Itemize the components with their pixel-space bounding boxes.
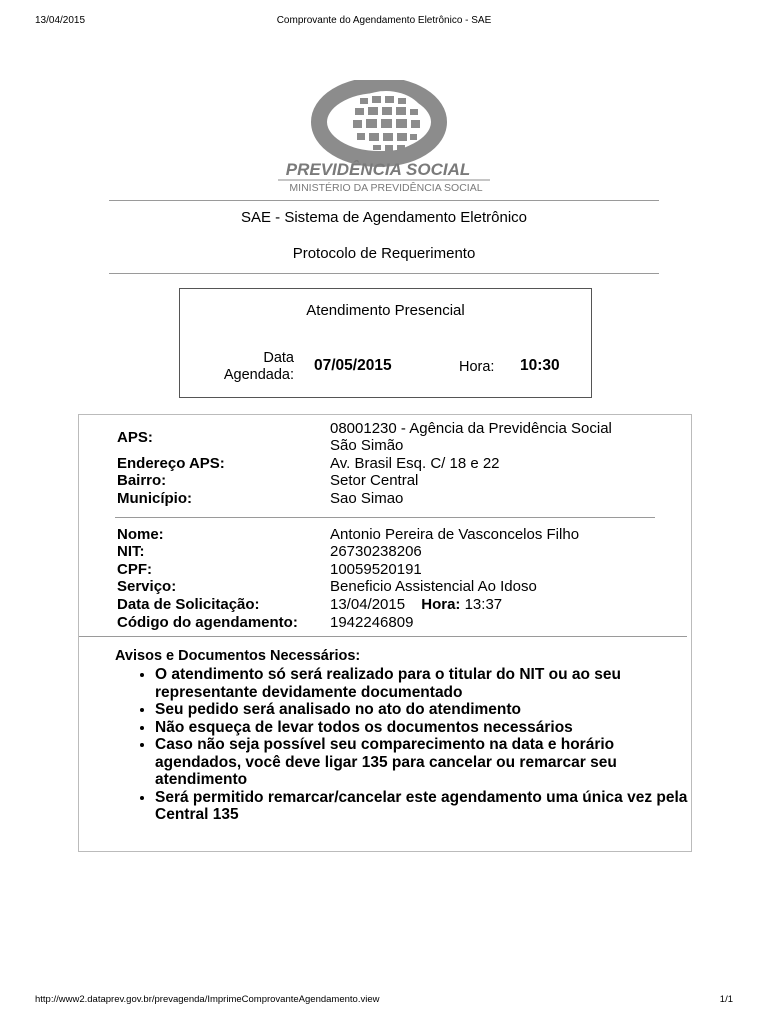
print-url[interactable]: http://www2.dataprev.gov.br/prevagenda/ImprimeComprovanteAgendamento.view xyxy=(35,994,380,1005)
cpf-value: 10059520191 xyxy=(330,561,422,578)
aps-value-line1: 08001230 - Agência da Previdência Social xyxy=(330,420,612,437)
codigo-label: Código do agendamento: xyxy=(117,614,298,631)
time-label: Hora: xyxy=(459,359,495,375)
servico-value: Beneficio Assistencial Ao Idoso xyxy=(330,578,537,595)
aps-value-line2: São Simão xyxy=(330,437,404,454)
section-divider xyxy=(79,636,687,637)
notice-item: • Seu pedido será analisado no ato do atendimento xyxy=(155,701,695,719)
logo-subtitle: MINISTÉRIO DA PREVIDÊNCIA SOCIAL xyxy=(289,182,483,194)
nome-value: Antonio Pereira de Vasconcelos Filho xyxy=(330,526,580,543)
nit-value: 26730238206 xyxy=(330,543,422,560)
request-time-label: Hora: xyxy=(421,596,461,613)
divider xyxy=(109,273,659,274)
notice-item: • O atendimento só será realizado para o titular do NIT ou ao seu representante devidamente documentado xyxy=(155,666,695,701)
details-box xyxy=(78,414,692,852)
notice-item: • Caso não seja possível seu comparecimento na data e horário agendados, você deve ligar 135 para cancelar ou remarcar seu atendimento xyxy=(155,736,695,789)
previdencia-social-logo xyxy=(262,80,494,198)
cpf-label: CPF: xyxy=(117,561,152,578)
date-label xyxy=(200,350,294,384)
page-number: 1/1 xyxy=(719,994,733,1005)
aps-label: APS: xyxy=(117,429,153,446)
servico-label: Serviço: xyxy=(117,578,177,595)
globe-emblem-icon xyxy=(319,85,439,159)
notices-list xyxy=(133,666,695,824)
print-date: 13/04/2015 xyxy=(35,15,86,26)
appointment-box xyxy=(179,288,592,398)
municipio-value: Sao Simao xyxy=(330,490,404,507)
bairro-label: Bairro: xyxy=(117,472,167,489)
print-title: Comprovante do Agendamento Eletrônico - SAE xyxy=(276,15,492,26)
section-divider xyxy=(115,517,655,518)
date-label-line2: Agendada: xyxy=(223,367,294,383)
request-time: 13:37 xyxy=(464,596,503,613)
endereco-value: Av. Brasil Esq. C/ 18 e 22 xyxy=(330,455,500,472)
request-date: 13/04/2015 xyxy=(330,596,406,613)
bairro-value: Setor Central xyxy=(330,472,419,489)
municipio-label: Município: xyxy=(117,490,192,507)
aps-value xyxy=(330,420,612,454)
notice-item: • Não esqueça de levar todos os documentos necessários xyxy=(155,719,695,737)
page-title: SAE - Sistema de Agendamento Eletrônico xyxy=(241,209,527,226)
data-solicitacao-label: Data de Solicitação: xyxy=(117,596,260,613)
codigo-value: 1942246809 xyxy=(330,614,414,631)
divider xyxy=(109,200,659,201)
page-subtitle: Protocolo de Requerimento xyxy=(292,245,476,262)
logo-name: PREVIDÊNCIA SOCIAL xyxy=(285,160,471,179)
nit-label: NIT: xyxy=(117,543,145,560)
scheduled-date: 07/05/2015 xyxy=(314,357,392,374)
nome-label: Nome: xyxy=(117,526,164,543)
notice-item: • Será permitido remarcar/cancelar este agendamento uma única vez pela Central 135 xyxy=(155,789,695,824)
notices-title: Avisos e Documentos Necessários: xyxy=(115,648,361,664)
date-label-line1: Data xyxy=(263,350,294,366)
scheduled-time: 10:30 xyxy=(520,357,560,374)
endereco-label: Endereço APS: xyxy=(117,455,225,472)
appointment-type: Atendimento Presencial xyxy=(306,302,465,319)
data-solicitacao-value xyxy=(330,596,502,613)
